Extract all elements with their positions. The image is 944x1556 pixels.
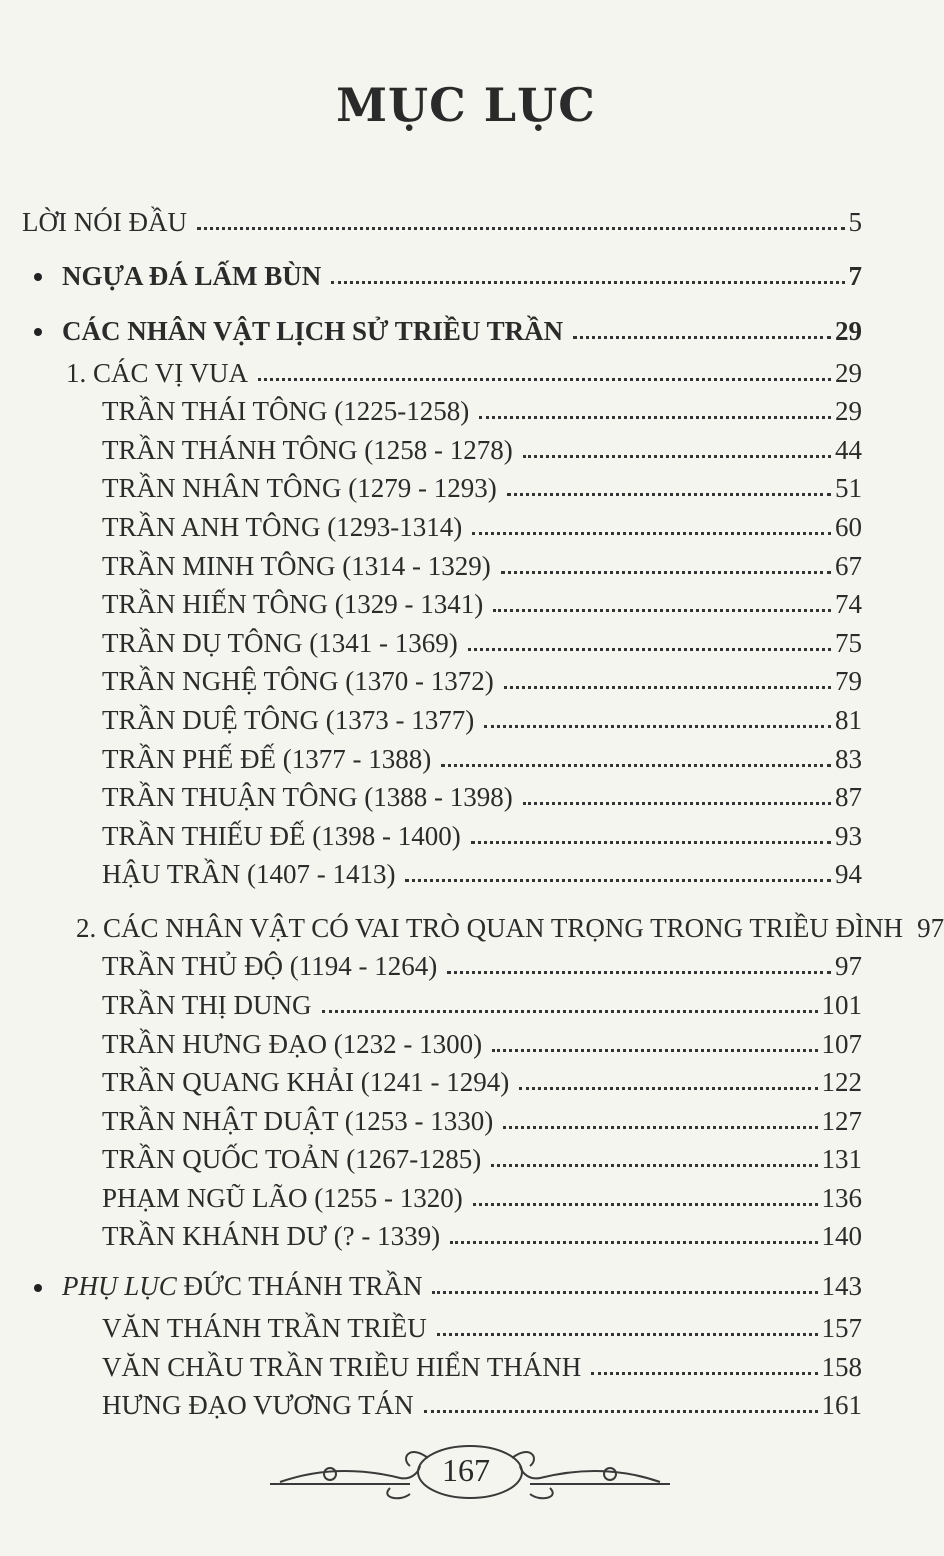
toc-entry-title: TRẦN THUẬN TÔNG (1388 - 1398): [102, 782, 513, 812]
toc-entry-page: 29: [835, 396, 862, 426]
toc-entry-page: 74: [835, 589, 862, 619]
toc-entry-page: 127: [821, 1106, 862, 1136]
toc-entry-title: TRẦN THÁNH TÔNG (1258 - 1278): [102, 435, 513, 465]
dot-leader: [491, 1164, 817, 1167]
toc-entry-page: 158: [821, 1352, 862, 1382]
toc-entry-item[interactable]: [102, 661, 862, 695]
toc-entry-title: TRẦN QUANG KHẢI (1241 - 1294): [102, 1067, 510, 1097]
toc-entry-title: 2. CÁC NHÂN VẬT CÓ VAI TRÒ QUAN TRỌNG TRONG TRIỀU ĐÌNH: [76, 913, 904, 943]
toc-entry-item[interactable]: [102, 946, 862, 980]
toc-entry-item[interactable]: [102, 623, 862, 657]
toc-entry-title: TRẦN HƯNG ĐẠO (1232 - 1300): [102, 1029, 483, 1059]
toc-entry-page: 97: [835, 951, 862, 981]
toc-entry-subsection[interactable]: [66, 353, 862, 387]
toc-entry-page: 5: [848, 207, 862, 237]
dot-leader: [504, 686, 831, 689]
toc-entry-title: LỜI NÓI ĐẦU: [22, 207, 187, 237]
toc-entry-title: TRẦN ANH TÔNG (1293-1314): [102, 512, 463, 542]
dot-leader: [479, 416, 831, 419]
toc-entry-item[interactable]: [102, 1101, 862, 1135]
toc-entry-page: 81: [835, 705, 862, 735]
bullet-icon: [34, 273, 42, 281]
toc-entry-page: 136: [821, 1183, 862, 1213]
dot-leader: [503, 1126, 817, 1129]
toc-entry-item[interactable]: [102, 391, 862, 425]
toc-entry-page: 101: [821, 990, 862, 1020]
toc-entry-title: TRẦN DUỆ TÔNG (1373 - 1377): [102, 705, 475, 735]
appendix-label: PHỤ LỤC: [62, 1271, 177, 1301]
toc-entry-page: 94: [835, 859, 862, 889]
dot-leader: [492, 1049, 817, 1052]
dot-leader: [322, 1010, 818, 1013]
dot-leader: [473, 1203, 818, 1206]
dot-leader: [523, 455, 831, 458]
toc-entry-item[interactable]: [102, 1385, 862, 1419]
toc-entry-page: 29: [835, 316, 862, 346]
toc-entry-page: 79: [835, 666, 862, 696]
page-number: 167: [442, 1452, 490, 1488]
toc-entry-title: 1. CÁC VỊ VUA: [66, 358, 249, 388]
dot-leader: [472, 532, 831, 535]
toc-entry-item[interactable]: [102, 584, 862, 618]
toc-entry-item[interactable]: [102, 985, 862, 1019]
toc-entry-title: TRẦN PHẾ ĐẾ (1377 - 1388): [102, 744, 432, 774]
dot-leader: [501, 571, 831, 574]
toc-entry-page: 97: [917, 913, 944, 943]
toc-entry-item[interactable]: [102, 468, 862, 502]
page-title: MỤC LỤC: [336, 78, 596, 132]
toc-entry-title: TRẦN THỦ ĐỘ (1194 - 1264): [102, 951, 438, 981]
dot-leader: [197, 227, 845, 230]
dot-leader: [468, 648, 831, 651]
toc-entry-subsection[interactable]: [76, 908, 944, 943]
toc-entry-page: 161: [821, 1390, 862, 1420]
dot-leader: [471, 841, 831, 844]
dot-leader: [573, 336, 831, 339]
toc-entry-appendix[interactable]: [62, 1266, 862, 1300]
dot-leader: [331, 281, 844, 284]
toc-entry-item[interactable]: [102, 700, 862, 734]
toc-entry-page: 87: [835, 782, 862, 812]
dot-leader: [258, 378, 831, 381]
toc-entry-title: TRẦN KHÁNH DƯ (? - 1339): [102, 1221, 441, 1251]
toc-entry-page: 143: [821, 1271, 862, 1301]
toc-entry-item[interactable]: [102, 1062, 862, 1096]
toc-entry-page: 107: [821, 1029, 862, 1059]
toc-entry-title: HƯNG ĐẠO VƯƠNG TÁN: [102, 1390, 414, 1420]
toc-entry-item[interactable]: [102, 777, 862, 811]
dot-leader: [432, 1291, 817, 1294]
toc-entry-title: TRẦN THỊ DUNG: [102, 990, 312, 1020]
appendix-title: ĐỨC THÁNH TRẦN: [176, 1271, 423, 1301]
toc-entry-title: [62, 1273, 422, 1300]
dot-leader: [507, 493, 831, 496]
toc-entry-item[interactable]: [102, 546, 862, 580]
toc-entry-item[interactable]: [102, 1347, 862, 1381]
toc-entry-title: TRẦN THIẾU ĐẾ (1398 - 1400): [102, 821, 461, 851]
dot-leader: [493, 609, 831, 612]
dot-leader: [519, 1087, 817, 1090]
dot-leader: [450, 1241, 817, 1244]
dot-leader: [523, 802, 831, 805]
toc-entry-title: TRẦN NHÂN TÔNG (1279 - 1293): [102, 473, 497, 503]
toc-entry-item[interactable]: [102, 1024, 862, 1058]
toc-entry-page: 29: [835, 358, 862, 388]
toc-entry-page: 131: [821, 1144, 862, 1174]
toc-entry-item[interactable]: [102, 1139, 862, 1173]
toc-entry-title: TRẦN MINH TÔNG (1314 - 1329): [102, 551, 491, 581]
toc-entry-item[interactable]: [102, 430, 862, 464]
toc-entry-page: 83: [835, 744, 862, 774]
dot-leader: [437, 1333, 818, 1336]
toc-entry-title: TRẦN DỤ TÔNG (1341 - 1369): [102, 628, 458, 658]
toc-entry-page: 122: [821, 1067, 862, 1097]
toc-entry-page: 75: [835, 628, 862, 658]
toc-entry-item[interactable]: [102, 854, 862, 888]
toc-entry-title: PHẠM NGŨ LÃO (1255 - 1320): [102, 1183, 463, 1213]
bullet-icon: [34, 328, 42, 336]
toc-entry-item[interactable]: [102, 739, 862, 773]
toc-entry-title: TRẦN NGHỆ TÔNG (1370 - 1372): [102, 666, 494, 696]
dot-leader: [405, 879, 831, 882]
toc-entry-page: 51: [835, 473, 862, 503]
dot-leader: [484, 725, 831, 728]
toc-entry-preface[interactable]: [22, 202, 862, 236]
bullet-icon: [34, 1284, 42, 1292]
dot-leader: [447, 971, 831, 974]
toc-entry-item[interactable]: [102, 507, 862, 541]
toc-entry-item[interactable]: [102, 1308, 862, 1342]
dot-leader: [441, 764, 831, 767]
toc-entry-title: HẬU TRẦN (1407 - 1413): [102, 859, 396, 889]
toc-entry-title: TRẦN NHẬT DUẬT (1253 - 1330): [102, 1106, 494, 1136]
toc-entry-title: TRẦN HIẾN TÔNG (1329 - 1341): [102, 589, 484, 619]
toc-entry-page: 157: [821, 1313, 862, 1343]
toc-entry-page: 140: [821, 1221, 862, 1251]
toc-entry-title: TRẦN THÁI TÔNG (1225-1258): [102, 396, 470, 426]
toc-entry-title: NGỰA ĐÁ LẤM BÙN: [62, 261, 322, 291]
toc-entry-section[interactable]: [62, 256, 862, 290]
dot-leader: [591, 1372, 817, 1375]
toc-entry-title: TRẦN QUỐC TOẢN (1267-1285): [102, 1144, 482, 1174]
toc-entry-item[interactable]: [102, 1216, 862, 1250]
toc-entry-item[interactable]: [102, 1178, 862, 1212]
toc-entry-title: VĂN THÁNH TRẦN TRIỀU: [102, 1313, 427, 1343]
toc-entry-page: 60: [835, 512, 862, 542]
toc-entry-page: 44: [835, 435, 862, 465]
toc-entry-page: 93: [835, 821, 862, 851]
dot-leader: [424, 1410, 818, 1413]
toc-entry-title: VĂN CHẦU TRẦN TRIỀU HIỂN THÁNH: [102, 1352, 582, 1382]
toc-entry-page: 7: [848, 261, 862, 291]
toc-entry-section[interactable]: [62, 311, 862, 345]
toc-entry-page: 67: [835, 551, 862, 581]
toc-entry-title: CÁC NHÂN VẬT LỊCH SỬ TRIỀU TRẦN: [62, 316, 564, 346]
toc-entry-item[interactable]: [102, 816, 862, 850]
